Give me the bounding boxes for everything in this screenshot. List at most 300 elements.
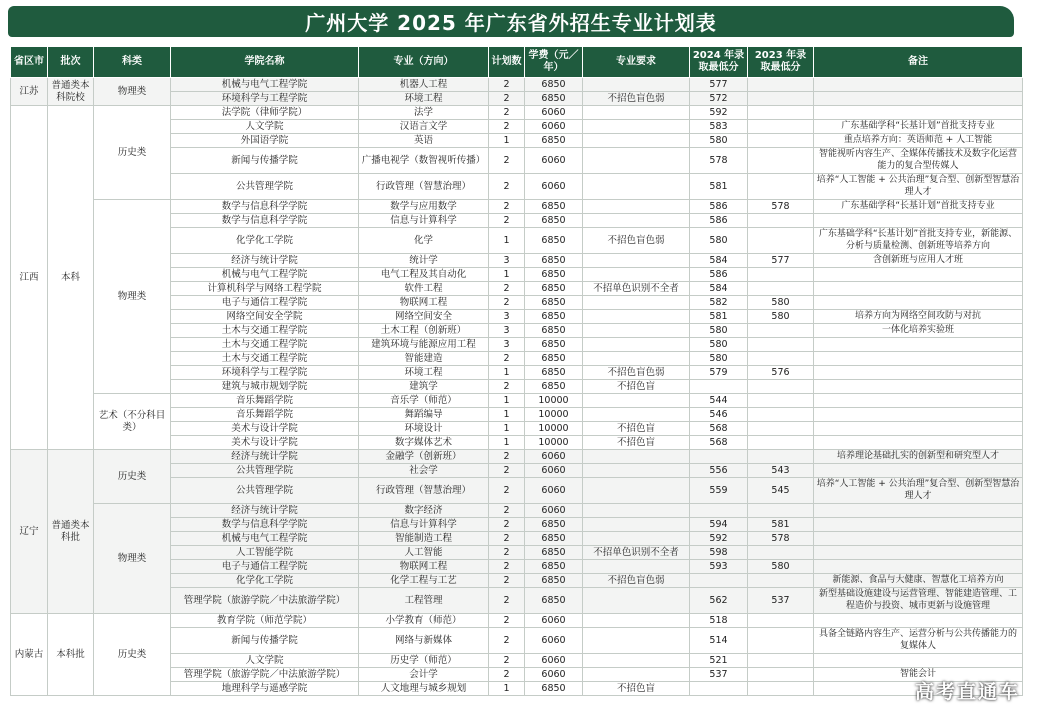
cell-batch: 普通类本科院校 <box>48 78 94 106</box>
col-header-requirement: 专业要求 <box>583 47 690 78</box>
cell-note <box>814 614 1023 628</box>
cell-fee: 6850 <box>525 560 583 574</box>
cell-note <box>814 464 1023 478</box>
cell-province: 江西 <box>11 106 48 450</box>
cell-note: 新型基础设施建设与运营管理、智能建造管理、工程造价与投资、城市更新与设施管理 <box>814 588 1023 614</box>
cell-requirement <box>583 78 690 92</box>
cell-batch: 本科 <box>48 106 94 450</box>
cell-requirement <box>583 654 690 668</box>
table-row <box>11 450 1023 464</box>
table-row <box>11 78 1023 92</box>
province-group <box>11 450 1023 614</box>
table-row <box>11 394 1023 408</box>
cell-major: 机器人工程 <box>359 78 489 92</box>
cell-fee: 6060 <box>525 148 583 174</box>
cell-score-2023 <box>748 282 814 296</box>
cell-school: 电子与通信工程学院 <box>171 296 359 310</box>
cell-category: 艺术（不分科目类） <box>94 394 171 450</box>
cell-major: 建筑环境与能源应用工程 <box>359 338 489 352</box>
cell-major: 金融学（创新班） <box>359 450 489 464</box>
cell-school: 化学化工学院 <box>171 228 359 254</box>
cell-score-2023 <box>748 614 814 628</box>
cell-school: 机械与电气工程学院 <box>171 268 359 282</box>
cell-score-2023 <box>748 338 814 352</box>
cell-batch: 普通类本科批 <box>48 450 94 614</box>
cell-requirement <box>583 120 690 134</box>
cell-school: 机械与电气工程学院 <box>171 532 359 546</box>
cell-note: 具备全链路内容生产、运营分析与公共传播能力的复媒体人 <box>814 628 1023 654</box>
cell-fee: 6850 <box>525 588 583 614</box>
cell-fee: 6850 <box>525 92 583 106</box>
cell-note: 智能视听内容生产、全媒体传播技术及数字化运营能力的复合型传媒人 <box>814 148 1023 174</box>
cell-fee: 6850 <box>525 532 583 546</box>
cell-major: 法学 <box>359 106 489 120</box>
cell-note: 培养方向为网络空间攻防与对抗 <box>814 310 1023 324</box>
cell-requirement: 不招色盲 <box>583 682 690 696</box>
cell-school: 外国语学院 <box>171 134 359 148</box>
cell-plan: 2 <box>489 174 525 200</box>
cell-score-2023 <box>748 228 814 254</box>
cell-score-2024: 568 <box>690 436 748 450</box>
cell-major: 信息与计算科学 <box>359 214 489 228</box>
cell-requirement: 不招色盲色弱 <box>583 574 690 588</box>
cell-note: 培养“人工智能 + 公共治理”复合型、创新型智慧治理人才 <box>814 478 1023 504</box>
cell-requirement <box>583 148 690 174</box>
cell-fee: 6850 <box>525 134 583 148</box>
cell-note <box>814 282 1023 296</box>
cell-note: 智能会计 <box>814 668 1023 682</box>
cell-school: 网络空间安全学院 <box>171 310 359 324</box>
cell-requirement <box>583 668 690 682</box>
cell-note: 广东基础学科“长基计划”首批支持专业 <box>814 120 1023 134</box>
cell-note <box>814 268 1023 282</box>
cell-plan: 1 <box>489 682 525 696</box>
cell-score-2024: 580 <box>690 352 748 366</box>
cell-score-2023 <box>748 504 814 518</box>
cell-score-2023 <box>748 574 814 588</box>
cell-score-2024: 586 <box>690 268 748 282</box>
cell-requirement: 不招色盲 <box>583 436 690 450</box>
cell-plan: 2 <box>489 296 525 310</box>
cell-category: 历史类 <box>94 106 171 200</box>
cell-major: 行政管理（智慧治理） <box>359 174 489 200</box>
cell-requirement <box>583 518 690 532</box>
cell-major: 软件工程 <box>359 282 489 296</box>
table-row <box>11 504 1023 518</box>
cell-score-2024: 580 <box>690 324 748 338</box>
cell-major: 物联网工程 <box>359 560 489 574</box>
cell-fee: 10000 <box>525 408 583 422</box>
cell-fee: 6850 <box>525 324 583 338</box>
cell-plan: 3 <box>489 324 525 338</box>
cell-plan: 2 <box>489 148 525 174</box>
cell-score-2024: 544 <box>690 394 748 408</box>
cell-requirement: 不招色盲 <box>583 380 690 394</box>
cell-school: 人工智能学院 <box>171 546 359 560</box>
cell-score-2024: 559 <box>690 478 748 504</box>
cell-major: 音乐学（师范） <box>359 394 489 408</box>
cell-major: 环境设计 <box>359 422 489 436</box>
cell-school: 公共管理学院 <box>171 464 359 478</box>
cell-plan: 3 <box>489 310 525 324</box>
cell-requirement <box>583 214 690 228</box>
cell-fee: 10000 <box>525 436 583 450</box>
col-header-category: 科类 <box>94 47 171 78</box>
cell-score-2023 <box>748 668 814 682</box>
col-header-plan: 计划数 <box>489 47 525 78</box>
province-group <box>11 614 1023 696</box>
cell-school: 化学化工学院 <box>171 574 359 588</box>
cell-school: 教育学院（师范学院） <box>171 614 359 628</box>
cell-plan: 2 <box>489 614 525 628</box>
cell-score-2024: 581 <box>690 174 748 200</box>
cell-fee: 6850 <box>525 380 583 394</box>
cell-fee: 6850 <box>525 518 583 532</box>
cell-school: 环境科学与工程学院 <box>171 92 359 106</box>
cell-major: 物联网工程 <box>359 296 489 310</box>
cell-score-2023 <box>748 92 814 106</box>
cell-score-2023: 577 <box>748 254 814 268</box>
cell-school: 建筑与城市规划学院 <box>171 380 359 394</box>
cell-batch: 本科批 <box>48 614 94 696</box>
cell-requirement <box>583 268 690 282</box>
cell-fee: 6850 <box>525 546 583 560</box>
cell-score-2023 <box>748 628 814 654</box>
cell-score-2024: 578 <box>690 148 748 174</box>
cell-fee: 6060 <box>525 628 583 654</box>
cell-score-2024: 580 <box>690 134 748 148</box>
cell-fee: 6850 <box>525 228 583 254</box>
cell-school: 公共管理学院 <box>171 174 359 200</box>
cell-requirement <box>583 408 690 422</box>
cell-school: 经济与统计学院 <box>171 254 359 268</box>
cell-score-2024: 572 <box>690 92 748 106</box>
cell-requirement: 不招色盲色弱 <box>583 92 690 106</box>
cell-school: 经济与统计学院 <box>171 450 359 464</box>
cell-score-2023 <box>748 450 814 464</box>
cell-fee: 6060 <box>525 668 583 682</box>
cell-school: 美术与设计学院 <box>171 422 359 436</box>
cell-fee: 6060 <box>525 478 583 504</box>
cell-school: 机械与电气工程学院 <box>171 78 359 92</box>
cell-note <box>814 546 1023 560</box>
cell-plan: 2 <box>489 560 525 574</box>
cell-score-2024: 594 <box>690 518 748 532</box>
cell-note <box>814 214 1023 228</box>
cell-category: 物理类 <box>94 200 171 394</box>
cell-note: 含创新班与应用人才班 <box>814 254 1023 268</box>
cell-score-2023 <box>748 436 814 450</box>
cell-requirement: 不招色盲 <box>583 422 690 436</box>
cell-major: 英语 <box>359 134 489 148</box>
cell-note: 培养理论基础扎实的创新型和研究型人才 <box>814 450 1023 464</box>
cell-score-2024: 518 <box>690 614 748 628</box>
cell-requirement <box>583 338 690 352</box>
cell-plan: 2 <box>489 654 525 668</box>
cell-plan: 1 <box>489 408 525 422</box>
cell-requirement <box>583 628 690 654</box>
cell-score-2023: 580 <box>748 560 814 574</box>
cell-requirement <box>583 134 690 148</box>
cell-note: 广东基础学科“长基计划”首批支持专业，新能源、分析与质量检测、创新班等培养方向 <box>814 228 1023 254</box>
cell-plan: 2 <box>489 450 525 464</box>
cell-school: 土木与交通工程学院 <box>171 352 359 366</box>
cell-note <box>814 654 1023 668</box>
cell-score-2024: 562 <box>690 588 748 614</box>
cell-school: 数学与信息科学学院 <box>171 214 359 228</box>
cell-school: 管理学院（旅游学院／中法旅游学院） <box>171 668 359 682</box>
cell-note <box>814 422 1023 436</box>
col-header-province: 省区市 <box>11 47 48 78</box>
cell-plan: 3 <box>489 338 525 352</box>
cell-score-2023 <box>748 78 814 92</box>
table-header-row <box>11 47 1023 78</box>
cell-plan: 2 <box>489 668 525 682</box>
cell-fee: 6060 <box>525 120 583 134</box>
cell-plan: 2 <box>489 214 525 228</box>
col-header-score-2023: 2023 年录取最低分 <box>748 47 814 78</box>
cell-score-2023 <box>748 408 814 422</box>
cell-plan: 1 <box>489 436 525 450</box>
cell-fee: 6060 <box>525 106 583 120</box>
cell-school: 人文学院 <box>171 654 359 668</box>
cell-major: 汉语言文学 <box>359 120 489 134</box>
cell-fee: 6060 <box>525 450 583 464</box>
cell-requirement <box>583 352 690 366</box>
cell-requirement <box>583 310 690 324</box>
cell-score-2024: 586 <box>690 214 748 228</box>
cell-fee: 6060 <box>525 504 583 518</box>
cell-score-2023 <box>748 120 814 134</box>
cell-plan: 2 <box>489 478 525 504</box>
cell-note: 新能源、食品与大健康、智慧化工培养方向 <box>814 574 1023 588</box>
cell-score-2023 <box>748 654 814 668</box>
cell-score-2024: 584 <box>690 282 748 296</box>
cell-note <box>814 408 1023 422</box>
cell-major: 广播电视学（数智视听传播） <box>359 148 489 174</box>
cell-plan: 2 <box>489 464 525 478</box>
cell-major: 数学与应用数学 <box>359 200 489 214</box>
cell-fee: 6850 <box>525 78 583 92</box>
cell-requirement <box>583 614 690 628</box>
cell-fee: 6060 <box>525 614 583 628</box>
cell-score-2024: 592 <box>690 532 748 546</box>
cell-plan: 2 <box>489 518 525 532</box>
cell-score-2023: 578 <box>748 532 814 546</box>
cell-score-2024: 581 <box>690 310 748 324</box>
cell-plan: 1 <box>489 422 525 436</box>
cell-note: 培养“人工智能 + 公共治理”复合型、创新型智慧治理人才 <box>814 174 1023 200</box>
cell-score-2024: 598 <box>690 546 748 560</box>
cell-requirement <box>583 464 690 478</box>
cell-score-2024: 556 <box>690 464 748 478</box>
cell-note <box>814 394 1023 408</box>
cell-note <box>814 352 1023 366</box>
cell-plan: 3 <box>489 254 525 268</box>
cell-requirement <box>583 296 690 310</box>
cell-score-2024: 584 <box>690 254 748 268</box>
cell-requirement <box>583 450 690 464</box>
cell-school: 土木与交通工程学院 <box>171 324 359 338</box>
cell-major: 人工智能 <box>359 546 489 560</box>
cell-score-2024: 579 <box>690 366 748 380</box>
cell-note <box>814 106 1023 120</box>
cell-plan: 2 <box>489 352 525 366</box>
cell-plan: 2 <box>489 282 525 296</box>
cell-major: 人文地理与城乡规划 <box>359 682 489 696</box>
cell-score-2023 <box>748 324 814 338</box>
cell-fee: 6060 <box>525 174 583 200</box>
cell-plan: 2 <box>489 574 525 588</box>
cell-fee: 6850 <box>525 200 583 214</box>
cell-school: 公共管理学院 <box>171 478 359 504</box>
cell-score-2023 <box>748 394 814 408</box>
cell-major: 社会学 <box>359 464 489 478</box>
cell-score-2024: 577 <box>690 78 748 92</box>
cell-score-2023: 581 <box>748 518 814 532</box>
cell-score-2023 <box>748 352 814 366</box>
cell-plan: 2 <box>489 628 525 654</box>
cell-requirement <box>583 504 690 518</box>
cell-school: 环境科学与工程学院 <box>171 366 359 380</box>
cell-requirement <box>583 174 690 200</box>
cell-plan: 1 <box>489 228 525 254</box>
col-header-fee: 学费（元／年） <box>525 47 583 78</box>
cell-major: 小学教育（师范） <box>359 614 489 628</box>
cell-score-2024: 583 <box>690 120 748 134</box>
cell-fee: 6850 <box>525 214 583 228</box>
cell-score-2024: 537 <box>690 668 748 682</box>
cell-province: 江苏 <box>11 78 48 106</box>
cell-score-2023: 580 <box>748 310 814 324</box>
watermark: 高考直通车 <box>914 681 1020 703</box>
cell-major: 电气工程及其自动化 <box>359 268 489 282</box>
cell-score-2024: 586 <box>690 200 748 214</box>
cell-score-2024: 521 <box>690 654 748 668</box>
cell-school: 音乐舞蹈学院 <box>171 394 359 408</box>
cell-plan: 2 <box>489 120 525 134</box>
cell-major: 智能建造 <box>359 352 489 366</box>
cell-fee: 6850 <box>525 352 583 366</box>
cell-score-2023 <box>748 148 814 174</box>
cell-fee: 10000 <box>525 422 583 436</box>
cell-requirement <box>583 394 690 408</box>
cell-requirement: 不招单色识别不全者 <box>583 282 690 296</box>
cell-score-2023 <box>748 174 814 200</box>
cell-plan: 2 <box>489 546 525 560</box>
cell-school: 电子与通信工程学院 <box>171 560 359 574</box>
cell-plan: 1 <box>489 366 525 380</box>
cell-school: 地理科学与遥感学院 <box>171 682 359 696</box>
cell-school: 计算机科学与网络工程学院 <box>171 282 359 296</box>
cell-score-2024 <box>690 574 748 588</box>
cell-plan: 2 <box>489 92 525 106</box>
cell-requirement <box>583 200 690 214</box>
cell-fee: 6850 <box>525 366 583 380</box>
cell-fee: 6850 <box>525 282 583 296</box>
cell-score-2024: 580 <box>690 228 748 254</box>
cell-score-2023 <box>748 380 814 394</box>
cell-score-2024 <box>690 682 748 696</box>
cell-school: 管理学院（旅游学院／中法旅游学院） <box>171 588 359 614</box>
cell-requirement <box>583 254 690 268</box>
cell-fee: 6850 <box>525 268 583 282</box>
cell-plan: 2 <box>489 200 525 214</box>
cell-score-2023: 578 <box>748 200 814 214</box>
cell-plan: 1 <box>489 268 525 282</box>
cell-school: 美术与设计学院 <box>171 436 359 450</box>
cell-plan: 2 <box>489 380 525 394</box>
cell-category: 历史类 <box>94 450 171 504</box>
cell-school: 土木与交通工程学院 <box>171 338 359 352</box>
province-group <box>11 78 1023 106</box>
cell-major: 历史学（师范） <box>359 654 489 668</box>
cell-fee: 10000 <box>525 394 583 408</box>
cell-school: 经济与统计学院 <box>171 504 359 518</box>
cell-score-2024 <box>690 504 748 518</box>
cell-requirement <box>583 324 690 338</box>
cell-plan: 2 <box>489 78 525 92</box>
col-header-note: 备注 <box>814 47 1023 78</box>
cell-plan: 2 <box>489 504 525 518</box>
cell-major: 网络与新媒体 <box>359 628 489 654</box>
cell-note <box>814 532 1023 546</box>
cell-category: 物理类 <box>94 78 171 106</box>
cell-score-2024: 582 <box>690 296 748 310</box>
cell-requirement: 不招单色识别不全者 <box>583 546 690 560</box>
cell-major: 环境工程 <box>359 92 489 106</box>
col-header-school: 学院名称 <box>171 47 359 78</box>
cell-requirement <box>583 560 690 574</box>
cell-major: 网络空间安全 <box>359 310 489 324</box>
cell-province: 内蒙古 <box>11 614 48 696</box>
cell-requirement <box>583 478 690 504</box>
cell-score-2023 <box>748 106 814 120</box>
col-header-batch: 批次 <box>48 47 94 78</box>
cell-category: 物理类 <box>94 504 171 614</box>
province-group <box>11 106 1023 450</box>
cell-score-2023 <box>748 214 814 228</box>
cell-major: 信息与计算科学 <box>359 518 489 532</box>
cell-note <box>814 560 1023 574</box>
cell-score-2024: 592 <box>690 106 748 120</box>
cell-plan: 1 <box>489 394 525 408</box>
cell-major: 数字经济 <box>359 504 489 518</box>
cell-plan: 1 <box>489 134 525 148</box>
cell-note: 一体化培养实验班 <box>814 324 1023 338</box>
cell-score-2023 <box>748 268 814 282</box>
cell-school: 新闻与传播学院 <box>171 628 359 654</box>
cell-note: 广东基础学科“长基计划”首批支持专业 <box>814 200 1023 214</box>
admission-plan-table <box>10 46 1023 696</box>
cell-score-2024: 546 <box>690 408 748 422</box>
cell-note <box>814 366 1023 380</box>
cell-score-2024 <box>690 380 748 394</box>
cell-note <box>814 504 1023 518</box>
cell-note <box>814 78 1023 92</box>
col-header-score-2024: 2024 年录取最低分 <box>690 47 748 78</box>
cell-score-2023: 545 <box>748 478 814 504</box>
cell-category: 历史类 <box>94 614 171 696</box>
table-row <box>11 106 1023 120</box>
page-title: 广州大学 2025 年广东省外招生专业计划表 <box>8 6 1014 37</box>
cell-school: 数学与信息科学学院 <box>171 518 359 532</box>
cell-fee: 6850 <box>525 574 583 588</box>
cell-plan: 2 <box>489 532 525 546</box>
cell-score-2024: 580 <box>690 338 748 352</box>
cell-score-2023: 576 <box>748 366 814 380</box>
cell-note <box>814 92 1023 106</box>
